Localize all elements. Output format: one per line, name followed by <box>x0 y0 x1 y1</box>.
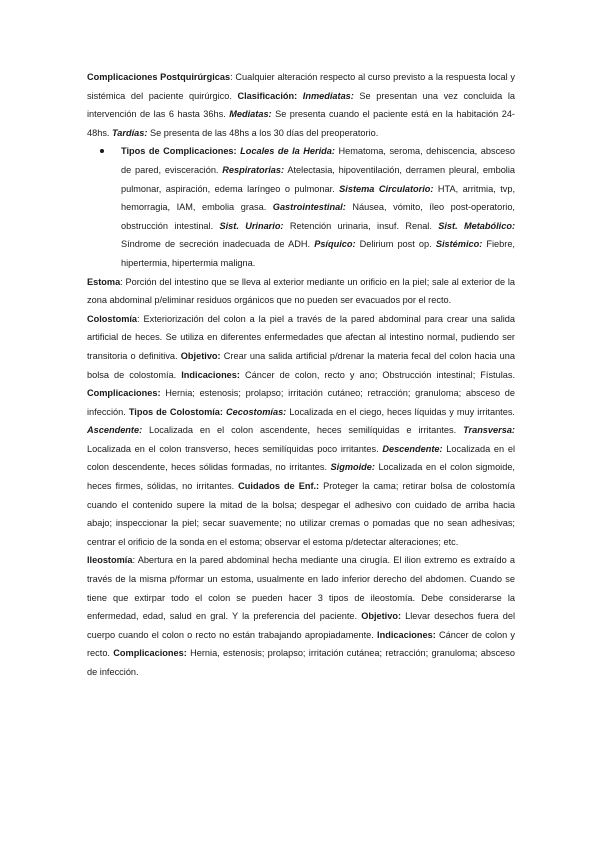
document-body <box>87 68 515 682</box>
bullet-icon <box>100 149 104 153</box>
heading-colostomia: Colostomía <box>87 313 138 324</box>
label-complicaciones-ileostomia: Complicaciones: <box>113 648 187 659</box>
label-tardias: Tardías: <box>112 127 148 138</box>
label-psiquico: Psíquico: <box>314 239 356 250</box>
label-locales: Locales de la Herida: <box>240 146 335 157</box>
label-inmediatas: Inmediatas: <box>302 90 354 101</box>
label-descendente: Descendente: <box>382 443 443 454</box>
label-tipos-complicaciones: Tipos de Complicaciones <box>121 146 234 157</box>
label-sistemico: Sistémico: <box>435 239 483 250</box>
label-circulatorio: Sistema Circulatorio: <box>339 183 434 194</box>
label-gastrointestinal: Gastrointestinal: <box>272 202 346 213</box>
label-respiratorias: Respiratorias: <box>222 164 285 175</box>
label-cecostomias: Cecostomías: <box>225 406 287 417</box>
paragraph-estoma: Estoma: Porción del intestino que se lleva al exterior mediante un orificio en la piel; sale al exterior de la zona abdominal p/eliminar residuos orgánicos que no pueden ser evacuados por el recto. <box>87 276 515 306</box>
list-item-tipos: Tipos de Complicaciones: Locales de la Herida: Hematoma, seroma, dehiscencia, absceso de pared, evisceración. Respiratorias: Atelectasia, hipoventilación, derramen pleural, embolia pulmonar, aspiración, edema laríngeo o pulmonar. Sistema Circulatorio: HTA, arritmia, tvp, hemorragia, IAM, embolia grasa. Gastrointestinal: Náusea, vómito, íleo post-operatorio, obstrucción intestinal. Sist. Urinario: Retención urinaria, insuf. Renal. Sist. Metabólico: Síndrome de secreción inadecuada de ADH. Psíquico: Delirium post op. Sistémico: Fiebre, hipertermia, hipertermia maligna. <box>121 142 515 272</box>
label-metabolico: Sist. Metabólico: <box>438 220 516 231</box>
label-urinario: Sist. Urinario: <box>219 220 284 231</box>
heading-estoma: Estoma <box>87 276 121 287</box>
label-indicaciones: Indicaciones: <box>181 369 240 380</box>
label-sigmoide: Sigmoide: <box>330 462 375 473</box>
bullet-list <box>87 142 515 272</box>
label-cuidados: Cuidados de Enf.: <box>238 481 320 492</box>
label-transversa: Transversa: <box>463 425 515 436</box>
label-objetivo: Objetivo: <box>180 350 221 361</box>
heading-ileostomia: Ileostomía <box>87 555 133 566</box>
heading-complicaciones: Complicaciones Postquirúrgicas <box>87 72 231 82</box>
paragraph-colostomia: Colostomía: Exteriorización del colon a la piel a través de la pared abdominal para crear una salida artificial de heces. Se utiliza en diferentes enfermedades que afectan al intestino normal, pudiendo ser transitoria o definitiva. Objetivo: Crear una salida artificial p/drenar la materia fecal del colon hacia una bolsa de colostomía. Indicaciones: Cáncer de colon, recto y ano; Obstrucción intestinal; Fístulas. Complicaciones: Hernia; estenosis; prolapso; irritación cutáneo; retracción; granuloma; absceso de infección. Tipos de Colostomía: Cecostomías: Localizada en el ciego, heces líquidas y muy irritantes. Ascendente: Localizada en el colon ascendente, heces semilíquidas e irritantes. Transversa: Localizada en el colon transverso, heces semilíquidas poco irritantes. Descendente: Localizada en el colon descendente, heces sólidas formadas, no irritantes. Sigmoide: Localizada en el colon sigmoide, heces firmes, sólidas, no irritantes. Cuidados de Enf.: Proteger la cama; retirar bolsa de colostomía cuando el contenido supere la mitad de la bolsa; despegar el adhesivo con cuidado de arriba hacia abajo; inspeccionar la piel; secar suavemente; no utilizar cremas o pomadas que no sean adhesivas; centrar el orificio de la sonda en el estoma; observar el estoma p/detectar alteraciones; etc. <box>87 313 516 547</box>
paragraph-complicaciones: Complicaciones Postquirúrgicas: Cualquier alteración respecto al curso previsto a la respuesta local y sistémica del paciente quirúrgico. Clasificación: Inmediatas: Se presentan una vez concluida la intervención de las 6 hasta 36hs. Mediatas: Se presenta cuando el paciente está en la habitación 24-48hs. Tardías: Se presenta de las 48hs a los 30 días del preoperatorio. <box>87 72 515 138</box>
label-tipos-colostomia: Tipos de Colostomía <box>128 406 220 417</box>
label-objetivo-ileostomia: Objetivo: <box>361 611 402 622</box>
paragraph-ileostomia: Ileostomía: Abertura en la pared abdominal hecha mediante una cirugía. El ilion extremo es extraído a través de la misma p/formar un estoma, usualmente en lado inferior derecho del abdomen. Cuando se tiene que extirpar todo el colon se pueden hacer 3 tipos de ileostomía. Debe considerarse la enfermedad, edad, salud en gral. Y la preferencia del paciente. Objetivo: Llevar desechos fuera del cuerpo cuando el colon o recto no están trabajando apropiadamente. Indicaciones: Cáncer de colon y recto. Complicaciones: Hernia, estenosis; prolapso; irritación cutánea; retracción; granuloma; absceso de infección. <box>87 555 516 677</box>
label-clasificacion: Clasificación <box>237 90 295 101</box>
label-ascendente: Ascendente: <box>87 425 143 436</box>
label-mediatas: Mediatas: <box>229 109 272 120</box>
label-complicaciones: Complicaciones: <box>87 388 161 399</box>
label-indicaciones-ileostomia: Indicaciones: <box>377 629 436 640</box>
